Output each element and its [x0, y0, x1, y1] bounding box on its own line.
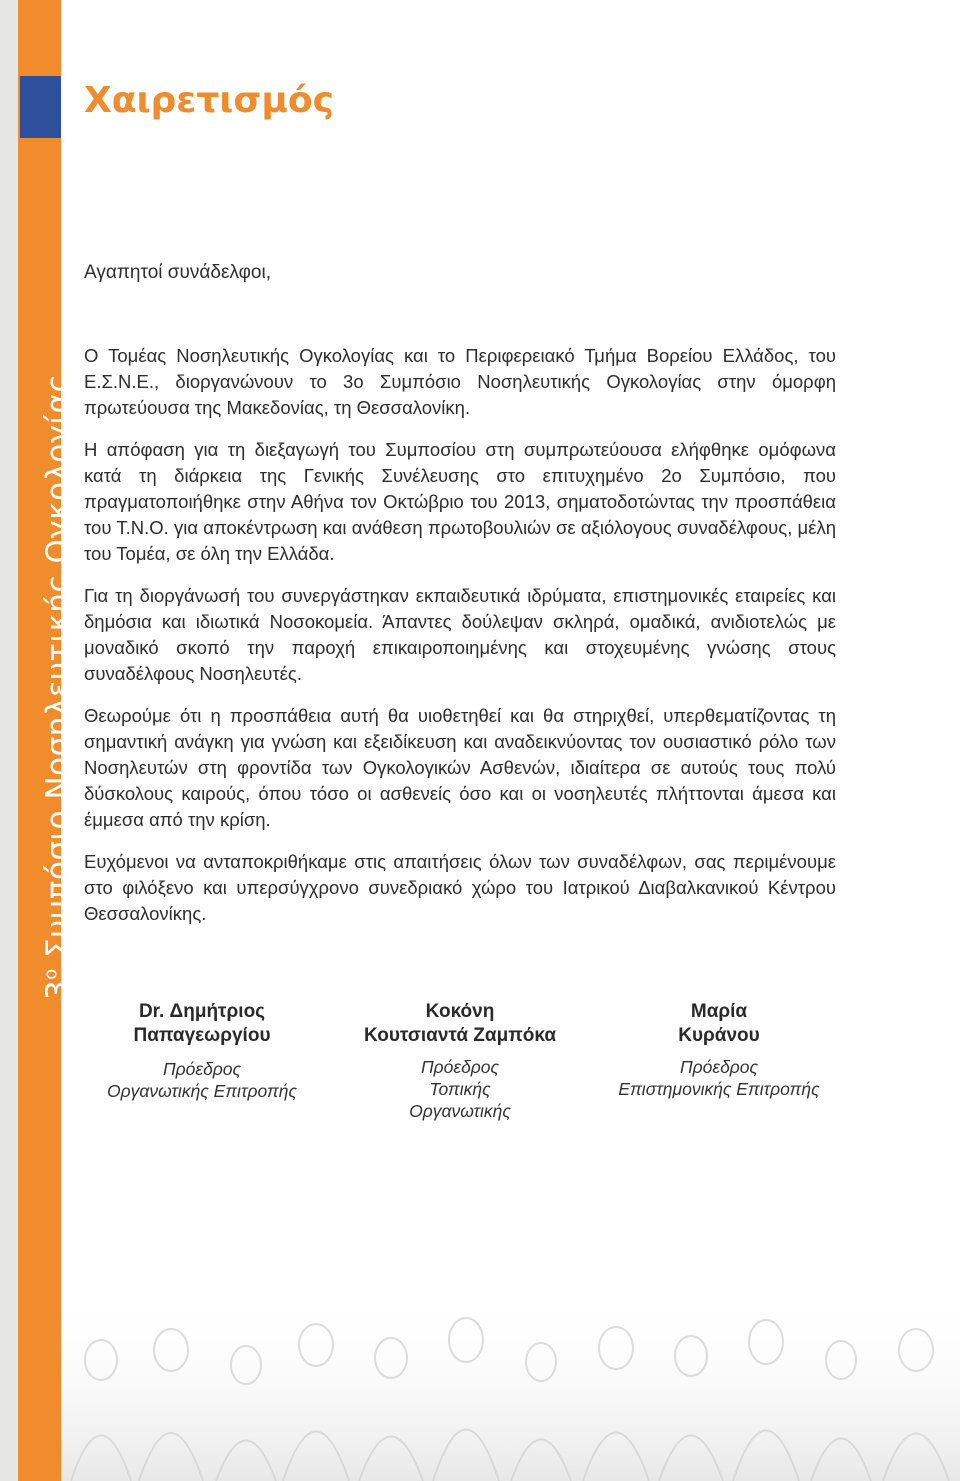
- signatory-name: [72, 1000, 332, 1048]
- sidebar-blue-block: [20, 76, 61, 138]
- paragraph: Θεωρούμε ότι η προσπάθεια αυτή θα υιοθετηθεί και θα στηριχθεί, υπερθεματίζοντας τη σημαντική ανάγκη για γνώση και εξειδίκευση και αναδεικνύοντας τον ουσιαστικό ρόλο των Νοσηλευτών στη φροντίδα των Ογκολογικών Ασθενών, ιδιαίτερα σε αυτούς τους πολύ δύσκολους καιρούς, όπου τόσο οι ασθενείς όσο και οι νοσηλευτές πλήττονται άμεσα και έμμεσα από την κρίση.: [84, 705, 836, 830]
- role-line: Επιστημονικής Επιτροπής: [618, 1079, 820, 1099]
- name-line: Κοκόνη: [425, 1001, 495, 1022]
- role-line: Πρόεδρος: [679, 1057, 759, 1077]
- signatory-1: [72, 1000, 332, 1102]
- signatory-name: [589, 1000, 849, 1048]
- role-line: Οργανωτικής: [409, 1101, 511, 1121]
- signatory-name: [330, 1000, 590, 1048]
- signatory-role: [72, 1058, 332, 1102]
- page-title: Χαιρετισμός: [84, 80, 334, 121]
- letter-body: [84, 343, 836, 943]
- name-line: Κυράνου: [678, 1025, 760, 1046]
- name-line: Παπαγεωργίου: [133, 1025, 271, 1046]
- sidebar-vertical-label: [40, 374, 76, 1000]
- signatory-role: [589, 1056, 849, 1100]
- paragraph: Για τη διοργάνωσή του συνεργάστηκαν εκπαιδευτικά ιδρύματα, επιστημονικές εταιρείες και δημόσια και ιδιωτικά Νοσοκομεία. Άπαντες δούλεψαν σκληρά, ομαδικά, ανιδιοτελώς με μοναδικό σκοπό την παροχή επικαιροποιημένης και στοχευμένης γνώσης στους συναδέλφους Νοσηλευτές.: [84, 585, 836, 684]
- signatory-role: [330, 1056, 590, 1122]
- signatory-2: [330, 1000, 590, 1122]
- paragraph: Ευχόμενοι να ανταποκριθήκαμε στις απαιτήσεις όλων των συναδέλφων, σας περιμένουμε στο φιλόξενο και υπερσύγχρονο συνεδριακό χώρο του Ιατρικού Διαβαλκανικού Κέντρου Θεσσαλονίκης.: [84, 851, 836, 924]
- role-line: Οργανωτικής Επιτροπής: [107, 1081, 297, 1101]
- name-line: Κουτσιαντά Ζαμπόκα: [363, 1025, 557, 1046]
- role-line: Πρόεδρος: [162, 1059, 242, 1079]
- signatory-3: [589, 1000, 849, 1100]
- sidebar-grey-strip: [0, 0, 18, 1481]
- paragraph: Ο Τομέας Νοσηλευτικής Ογκολογίας και το Περιφερειακό Τμήμα Βορείου Ελλάδος, του Ε.Σ.Ν.Ε., διοργανώνουν το 3ο Συμπόσιο Νοσηλευτικής Ογκολογίας στην όμορφη πρωτεύουσα της Μακεδονίας, τη Θεσσαλονίκη.: [84, 345, 836, 418]
- name-line: Μαρία: [690, 1001, 748, 1022]
- paragraph: Η απόφαση για τη διεξαγωγή του Συμποσίου στη συμπρωτεύουσα ελήφθηκε ομόφωνα κατά τη διάρκεια της Γενικής Συνέλευσης στο επιτυχημένο 2ο Συμπόσιο, που πραγματοποιήθηκε στην Αθήνα τον Οκτώβριο του 2013, σηματοδοτώντας την προσπάθεια του Τ.Ν.Ο. για αποκέντρωση και ανάθεση πρωτοβουλιών σε αξιόλογους συναδέλφους, μέλη του Τομέα, σε όλη την Ελλάδα.: [84, 439, 836, 564]
- sidebar-label-number: 3: [40, 979, 76, 1000]
- sidebar-label-text: Συμπόσιο Νοσηλευτικής Ογκολογίας: [40, 373, 76, 969]
- salutation: Αγαπητοί συνάδελφοι,: [84, 262, 271, 283]
- sidebar-label-ordinal: ο: [40, 968, 62, 980]
- crowd-silhouette-background: [61, 1290, 960, 1481]
- role-line: Πρόεδρος: [420, 1057, 500, 1077]
- role-line: Τοπικής: [429, 1079, 491, 1099]
- name-line: Dr. Δημήτριος: [138, 1001, 266, 1022]
